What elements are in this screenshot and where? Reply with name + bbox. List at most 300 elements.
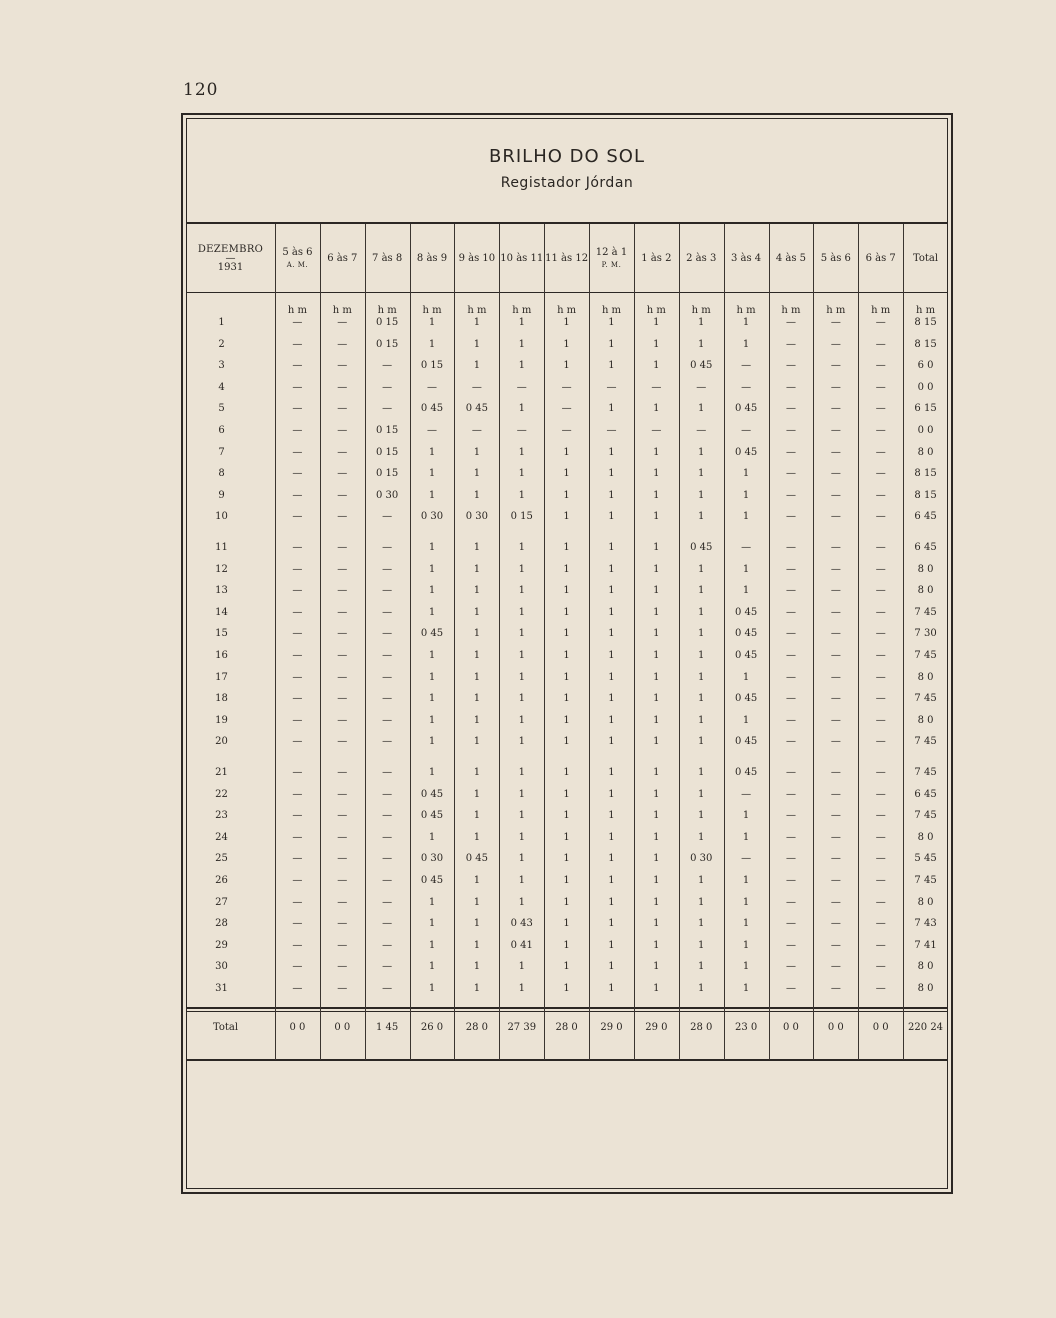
table-cell: — <box>471 425 482 436</box>
day-number: 28 <box>215 918 228 930</box>
rule-under-total <box>186 1059 948 1061</box>
day-number: 13 <box>215 585 228 597</box>
unit-label: h m <box>646 305 666 316</box>
table-cell: 1 <box>698 788 705 800</box>
unit-label: h m <box>377 305 397 316</box>
table-cell: — <box>830 875 841 886</box>
table-cell: 1 <box>608 831 615 843</box>
page-number: 120 <box>183 80 219 100</box>
table-cell: — <box>516 425 527 436</box>
table-cell: 1 <box>608 542 615 553</box>
table-cell: — <box>785 403 796 415</box>
table-cell: — <box>785 918 796 930</box>
column-header <box>724 236 769 282</box>
table-cell: — <box>785 875 796 886</box>
unit-label: h m <box>691 305 711 316</box>
table-cell: 1 <box>608 338 615 350</box>
table-cell: 0 15 <box>376 425 399 436</box>
table-cell: — <box>785 831 796 843</box>
table-cell: — <box>337 853 348 865</box>
table-cell: — <box>785 671 796 683</box>
table-cell: — <box>292 831 303 843</box>
table-cell: 1 <box>563 896 570 908</box>
table-cell: 1 <box>742 939 750 951</box>
table-cell: — <box>830 853 841 865</box>
month-dash: — <box>225 253 236 264</box>
table-cell: — <box>606 381 617 393</box>
table-cell: — <box>875 542 886 553</box>
table-cell: 1 <box>608 650 615 661</box>
table-cell: 1 <box>563 939 570 951</box>
table-cell: — <box>875 767 886 778</box>
column-header <box>589 236 634 282</box>
table-cell: 1 <box>473 360 481 372</box>
table-cell: 1 <box>518 606 525 618</box>
table-cell: 1 <box>742 489 750 501</box>
table-cell: 7 41 <box>914 939 937 951</box>
table-cell: 1 <box>473 983 481 994</box>
table-cell: — <box>337 360 348 372</box>
table-cell: 1 <box>653 446 660 458</box>
table-cell: 1 <box>518 875 525 886</box>
column-header-label: 3 às 4 <box>730 253 762 264</box>
table-cell: 1 <box>473 606 481 618</box>
table-cell: — <box>382 693 393 705</box>
column-header <box>634 236 679 282</box>
table-cell: — <box>696 381 707 393</box>
table-cell: 0 45 <box>734 736 758 748</box>
table-cell: 1 <box>698 650 705 661</box>
table-cell: 1 <box>742 585 750 597</box>
table-cell: — <box>875 875 886 886</box>
table-cell: 1 <box>698 736 705 748</box>
table-cell: 1 <box>473 810 481 822</box>
table-cell: — <box>785 317 796 328</box>
table-cell: 6 45 <box>914 511 937 523</box>
column-header-label: 5 às 6 <box>282 247 313 258</box>
day-number: 30 <box>215 961 228 973</box>
table-cell: 1 <box>608 714 615 726</box>
table-cell: — <box>830 714 841 726</box>
table-cell: 1 <box>608 360 615 372</box>
table-cell: 7 45 <box>914 693 937 705</box>
unit-label: h m <box>871 305 891 316</box>
table-cell: 1 <box>742 671 750 683</box>
table-cell: 1 <box>473 628 481 640</box>
table-cell: — <box>292 360 303 372</box>
table-cell: — <box>337 788 348 800</box>
table-cell: — <box>337 489 348 501</box>
table-cell: 1 <box>698 810 705 822</box>
table-cell: — <box>337 693 348 705</box>
table-cell: — <box>292 693 303 705</box>
table-cell: — <box>785 961 796 973</box>
table-cell: 1 <box>518 628 525 640</box>
table-cell: 8 0 <box>917 896 934 908</box>
table-cell: 1 <box>563 317 570 328</box>
table-cell: 0 30 <box>420 853 444 865</box>
table-cell: 1 <box>563 788 570 800</box>
table-cell: — <box>292 875 303 886</box>
table-cell: 1 <box>653 542 660 553</box>
day-number: 20 <box>215 736 228 748</box>
table-cell: 1 <box>608 939 615 951</box>
table-cell: — <box>337 511 348 523</box>
column-header-label: 12 à 1 <box>595 247 628 258</box>
table-cell: 1 <box>608 693 615 705</box>
table-cell: — <box>830 810 841 822</box>
table-cell: 1 <box>428 446 436 458</box>
table-cell: 1 <box>608 736 615 748</box>
table-cell: 1 <box>608 896 615 908</box>
table-cell: — <box>292 381 303 393</box>
table-cell: 1 <box>653 853 660 865</box>
table-cell: — <box>875 425 886 436</box>
day-number: 29 <box>215 939 228 951</box>
table-cell: — <box>337 381 348 393</box>
day-number: 24 <box>215 831 228 843</box>
table-cell: — <box>382 628 393 640</box>
table-cell: — <box>830 736 841 748</box>
table-cell: 1 <box>473 693 481 705</box>
table-cell: — <box>382 831 393 843</box>
table-cell: 1 <box>698 585 705 597</box>
table-cell: 1 <box>473 788 481 800</box>
table-cell: 0 45 <box>734 403 758 415</box>
column-header <box>365 236 410 282</box>
table-cell: 1 <box>428 939 436 951</box>
unit-label: h m <box>781 305 801 316</box>
total-cell: 23 0 <box>734 1022 758 1033</box>
table-cell: — <box>785 736 796 748</box>
table-cell: 0 15 <box>420 360 444 372</box>
table-cell: 1 <box>518 338 525 350</box>
table-cell: 1 <box>563 961 570 973</box>
table-cell: 1 <box>563 468 570 480</box>
table-cell: — <box>292 585 303 597</box>
table-cell: — <box>875 693 886 705</box>
table-cell: 1 <box>742 714 750 726</box>
table-cell: 1 <box>473 489 481 501</box>
table-cell: 1 <box>428 468 436 480</box>
table-cell: 1 <box>698 489 705 501</box>
table-cell: — <box>875 853 886 865</box>
table-cell: — <box>292 767 303 778</box>
table-cell: 1 <box>608 468 615 480</box>
day-number: 25 <box>215 853 228 865</box>
table-cell: 0 43 <box>510 918 533 930</box>
table-cell: 1 <box>608 606 615 618</box>
column-header-label: 7 às 8 <box>372 253 403 264</box>
table-cell: — <box>382 939 393 951</box>
table-cell: 1 <box>653 736 660 748</box>
table-cell: 1 <box>563 585 570 597</box>
day-number: 4 <box>218 381 225 393</box>
table-cell: 1 <box>473 468 481 480</box>
table-cell: 1 <box>653 896 660 908</box>
table-title: BRILHO DO SOL <box>489 146 645 167</box>
table-cell: — <box>292 918 303 930</box>
table-cell: — <box>830 360 841 372</box>
table-cell: — <box>741 360 752 372</box>
column-header-label: 8 às 9 <box>416 253 448 264</box>
table-cell: 1 <box>428 317 436 328</box>
table-cell: 0 30 <box>376 489 399 501</box>
table-cell: 1 <box>473 650 481 661</box>
table-cell: — <box>292 446 303 458</box>
day-number: 2 <box>218 338 225 350</box>
table-cell: 1 <box>563 831 570 843</box>
table-cell: — <box>337 939 348 951</box>
table-cell: 8 15 <box>914 468 937 480</box>
table-cell: 1 <box>608 511 615 523</box>
table-cell: — <box>382 853 393 865</box>
table-cell: 1 <box>518 585 525 597</box>
table-cell: 1 <box>473 714 481 726</box>
table-cell: 1 <box>563 511 570 523</box>
table-cell: 1 <box>608 403 615 415</box>
table-cell: — <box>292 650 303 661</box>
table-cell: — <box>830 896 841 908</box>
table-cell: 1 <box>608 788 615 800</box>
table-cell: 1 <box>653 961 660 973</box>
table-cell: — <box>427 425 438 436</box>
table-cell: 1 <box>698 338 705 350</box>
table-cell: 1 <box>518 671 525 683</box>
table-cell: 1 <box>653 767 660 778</box>
table-cell: 1 <box>428 983 436 994</box>
table-cell: — <box>292 317 303 328</box>
table-cell: 1 <box>518 693 525 705</box>
table-cell: 1 <box>742 317 750 328</box>
table-cell: 1 <box>518 896 525 908</box>
column-header-label: 9 às 10 <box>458 253 496 264</box>
table-cell: — <box>830 446 841 458</box>
column-header <box>275 236 320 282</box>
table-subtitle: Registador Jórdan <box>500 175 634 191</box>
table-cell: 1 <box>608 585 615 597</box>
day-number: 14 <box>215 606 228 618</box>
table-cell: 8 15 <box>914 317 937 328</box>
table-cell: — <box>382 896 393 908</box>
column-header-label: 5 às 6 <box>820 253 851 264</box>
table-cell: — <box>292 788 303 800</box>
table-cell: — <box>292 961 303 973</box>
table-cell: — <box>561 403 572 415</box>
month-label: DEZEMBRO <box>197 244 264 255</box>
table-cell: — <box>785 714 796 726</box>
table-cell: 1 <box>563 650 570 661</box>
table-cell: — <box>382 714 393 726</box>
table-cell: — <box>292 563 303 575</box>
table-cell: 1 <box>563 983 570 994</box>
unit-label: h m <box>557 305 577 316</box>
table-cell: — <box>337 983 348 994</box>
table-cell: — <box>292 853 303 865</box>
table-cell: — <box>830 489 841 501</box>
day-number: 8 <box>218 468 225 480</box>
table-cell: 1 <box>518 317 525 328</box>
table-cell: — <box>785 381 796 393</box>
table-cell: 1 <box>698 317 705 328</box>
table-cell: 1 <box>473 338 481 350</box>
table-cell: 1 <box>563 767 570 778</box>
day-number: 3 <box>218 360 225 372</box>
table-cell: 1 <box>608 671 615 683</box>
table-cell: — <box>875 650 886 661</box>
day-number: 15 <box>215 628 228 640</box>
table-cell: — <box>337 338 348 350</box>
table-cell: — <box>561 425 572 436</box>
table-cell: 1 <box>473 585 481 597</box>
table-cell: — <box>337 831 348 843</box>
table-cell: 1 <box>428 896 436 908</box>
table-cell: — <box>337 714 348 726</box>
table-cell: — <box>382 403 393 415</box>
column-header-period: P. M. <box>601 261 622 269</box>
table-cell: — <box>785 446 796 458</box>
table-cell: 1 <box>742 563 750 575</box>
table-cell: 8 0 <box>917 585 934 597</box>
column-header <box>813 236 858 282</box>
table-cell: 1 <box>608 317 615 328</box>
table-cell: 7 45 <box>914 875 937 886</box>
table-cell: — <box>785 468 796 480</box>
day-number: 17 <box>215 671 228 683</box>
table-cell: — <box>875 403 886 415</box>
table-cell: 1 <box>653 810 660 822</box>
rule-under-header <box>186 292 948 293</box>
table-cell: — <box>292 425 303 436</box>
table-cell: — <box>606 425 617 436</box>
table-cell: — <box>875 317 886 328</box>
table-cell: 1 <box>518 831 525 843</box>
column-header-period: A. M. <box>286 261 309 269</box>
table-cell: 8 0 <box>917 671 934 683</box>
table-cell: 1 <box>608 918 615 930</box>
table-cell: 1 <box>563 606 570 618</box>
table-cell: — <box>875 585 886 597</box>
year-label: 1931 <box>217 262 244 273</box>
table-cell: 1 <box>608 875 615 886</box>
table-cell: — <box>741 853 752 865</box>
table-cell: 0 15 <box>376 468 399 480</box>
table-cell: — <box>830 585 841 597</box>
day-number: 1 <box>218 317 225 328</box>
table-cell: 0 45 <box>420 788 444 800</box>
table-cell: 1 <box>698 961 705 973</box>
table-cell: 6 45 <box>914 788 937 800</box>
table-cell: 1 <box>473 918 481 930</box>
table-cell: — <box>337 875 348 886</box>
day-number: 26 <box>215 875 228 886</box>
table-cell: — <box>337 896 348 908</box>
table-cell: — <box>382 810 393 822</box>
table-cell: 7 45 <box>914 810 937 822</box>
table-cell: 0 45 <box>690 360 713 372</box>
table-cell: — <box>292 403 303 415</box>
table-cell: 1 <box>563 736 570 748</box>
table-cell: 1 <box>698 563 705 575</box>
table-cell: 1 <box>698 918 705 930</box>
day-number: 27 <box>215 896 228 908</box>
total-cell: 28 0 <box>555 1022 578 1033</box>
table-cell: 1 <box>608 489 615 501</box>
table-cell: — <box>292 468 303 480</box>
table-cell: 7 45 <box>914 767 937 778</box>
table-cell: — <box>875 338 886 350</box>
column-header-label: 4 às 5 <box>775 253 807 264</box>
total-cell: 28 0 <box>690 1022 713 1033</box>
unit-label: h m <box>287 305 307 316</box>
table-cell: — <box>292 983 303 994</box>
table-cell: 1 <box>653 628 660 640</box>
table-cell: — <box>561 381 572 393</box>
table-cell: 0 15 <box>376 338 399 350</box>
table-cell: 1 <box>518 767 525 778</box>
table-cell: — <box>785 810 796 822</box>
table-cell: 8 15 <box>914 489 937 501</box>
table-cell: — <box>382 736 393 748</box>
table-cell: — <box>382 563 393 575</box>
day-number: 9 <box>218 489 225 501</box>
total-cell: 220 24 <box>908 1022 944 1033</box>
table-cell: — <box>785 983 796 994</box>
table-cell: — <box>785 650 796 661</box>
table-cell: 1 <box>742 961 750 973</box>
day-number: 23 <box>215 810 228 822</box>
column-header <box>544 236 589 282</box>
table-cell: 1 <box>428 831 436 843</box>
unit-label: h m <box>916 305 936 316</box>
table-cell: 1 <box>563 628 570 640</box>
table-cell: — <box>382 360 393 372</box>
table-cell: 8 0 <box>917 714 934 726</box>
table-cell: 1 <box>698 511 705 523</box>
table-cell: 1 <box>563 918 570 930</box>
table-cell: — <box>875 896 886 908</box>
total-cell: 0 0 <box>872 1022 889 1033</box>
column-header-label: 10 às 11 <box>500 253 544 264</box>
day-number: 16 <box>215 650 228 661</box>
table-cell: — <box>875 736 886 748</box>
table-cell: — <box>875 671 886 683</box>
table-cell: — <box>382 983 393 994</box>
table-cell: 8 0 <box>917 831 934 843</box>
table-cell: — <box>830 788 841 800</box>
table-cell: 7 30 <box>914 628 937 640</box>
unit-label: h m <box>601 305 622 316</box>
total-cell: 0 0 <box>783 1022 799 1033</box>
table-cell: — <box>337 563 348 575</box>
table-cell: — <box>830 403 841 415</box>
table-cell: 7 45 <box>914 736 937 748</box>
table-cell: 0 45 <box>690 542 713 553</box>
table-cell: 1 <box>518 853 525 865</box>
table-cell: 0 45 <box>734 650 758 661</box>
table-cell: — <box>830 338 841 350</box>
table-cell: 1 <box>428 563 436 575</box>
table-cell: — <box>382 511 393 523</box>
table-cell: 1 <box>428 918 436 930</box>
table-cell: — <box>785 489 796 501</box>
table-cell: — <box>830 767 841 778</box>
table-cell: — <box>875 788 886 800</box>
table-cell: 1 <box>563 563 570 575</box>
table-cell: — <box>875 511 886 523</box>
table-cell: 1 <box>653 788 660 800</box>
column-header <box>454 236 499 282</box>
